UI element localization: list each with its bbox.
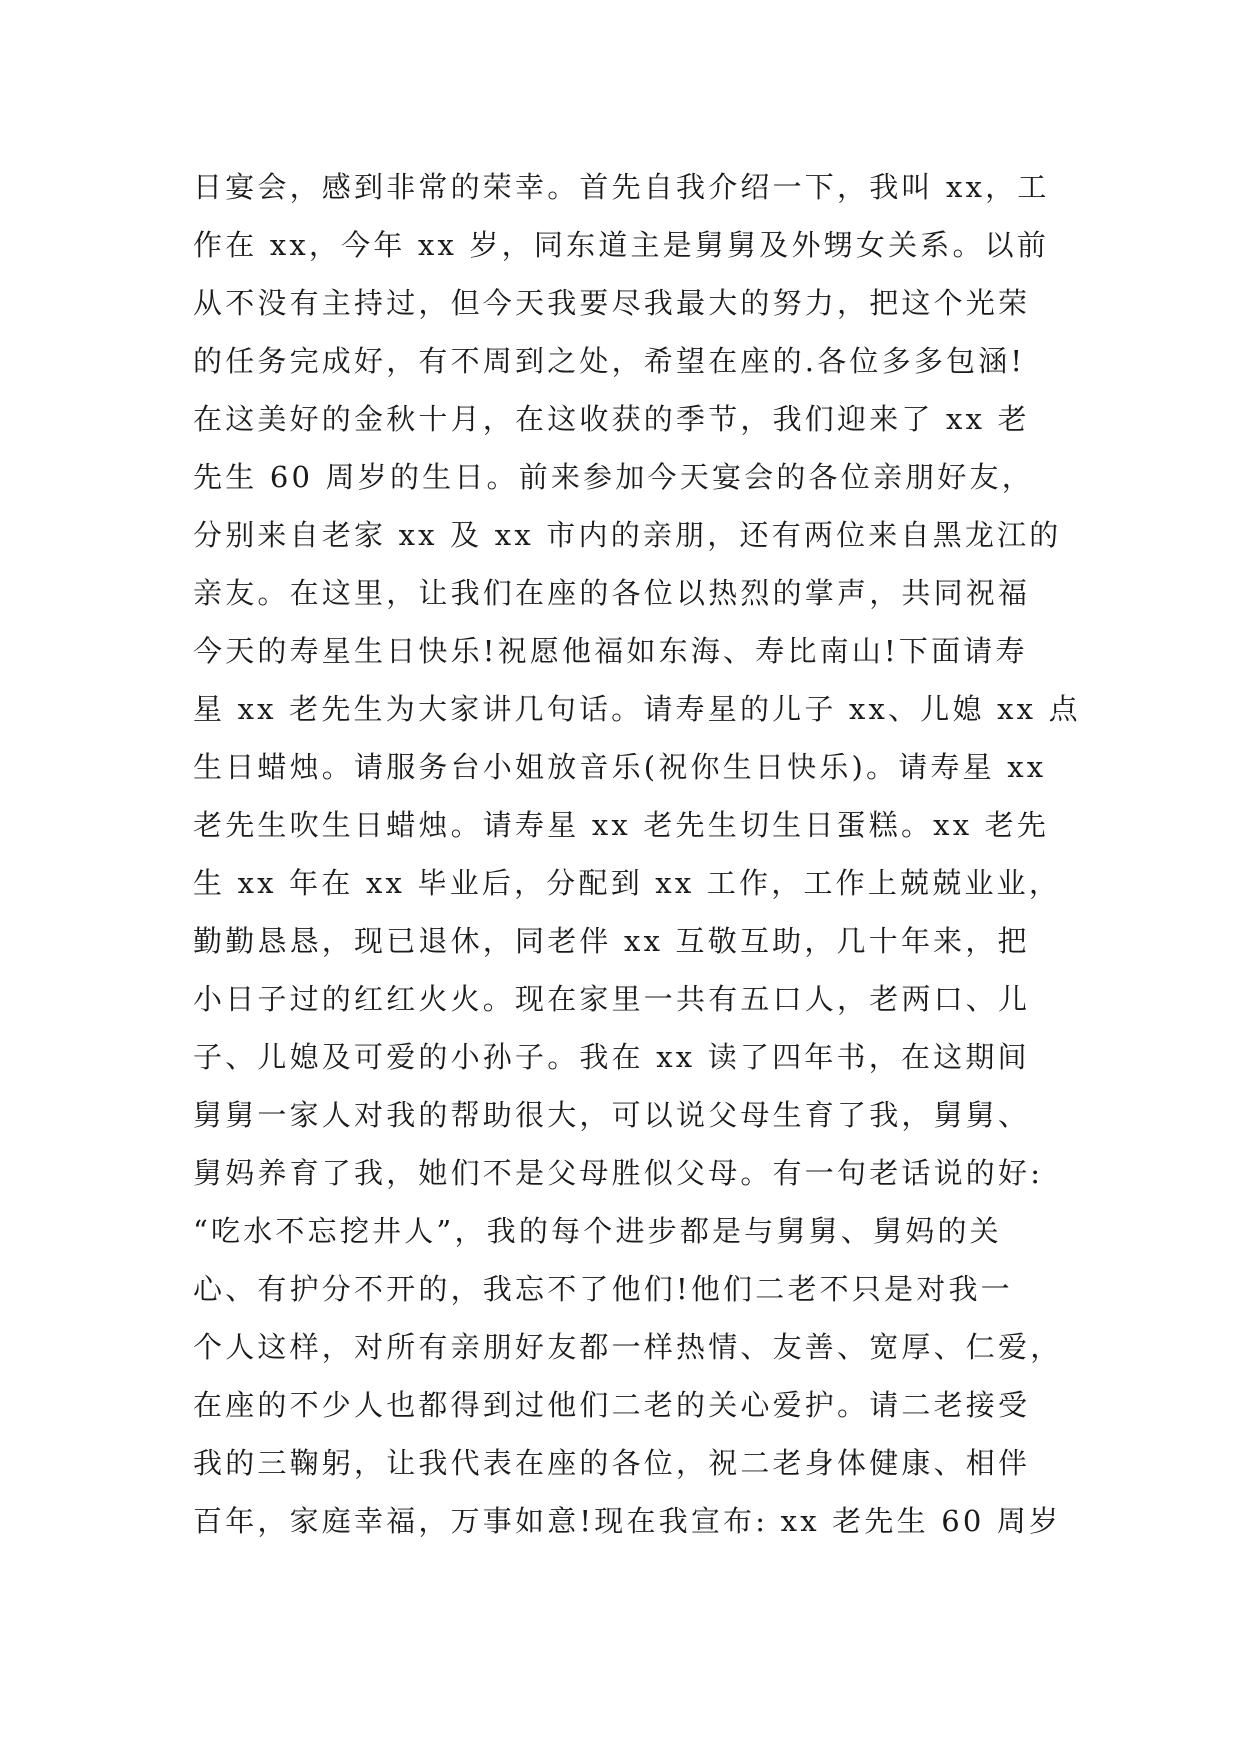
text-line: 心、有护分不开的，我忘不了他们!他们二老不只是对我一 [193,1272,1013,1306]
text-line: 星 xx 老先生为大家讲几句话。请寿星的儿子 xx、儿媳 xx 点 [193,692,1081,726]
text-line: 今天的寿星生日快乐!祝愿他福如东海、寿比南山!下面请寿 [193,634,1028,668]
text-line: 的任务完成好，有不周到之处，希望在座的.各位多多包涵! [193,344,1026,378]
text-line: 百年，家庭幸福，万事如意!现在我宣布: xx 老先生 60 周岁 [193,1504,1062,1538]
text-line: 我的三鞠躬，让我代表在座的各位，祝二老身体健康、相伴 [193,1446,1031,1480]
text-line: “吃水不忘挖井人”，我的每个进步都是与舅舅、舅妈的关 [193,1214,1002,1248]
text-line: 生 xx 年在 xx 毕业后，分配到 xx 工作，工作上兢兢业业， [193,866,1062,900]
text-line: 舅妈养育了我，她们不是父母胜似父母。有一句老话说的好: [193,1156,1044,1190]
body-text [193,158,1081,1550]
text-line: 先生 60 周岁的生日。前来参加今天宴会的各位亲朋好友， [193,460,1034,494]
text-line: 在座的不少人也都得到过他们二老的关心爱护。请二老接受 [193,1388,1031,1422]
text-line: 子、儿媳及可爱的小孙子。我在 xx 读了四年书，在这期间 [193,1040,1030,1074]
text-line: 个人这样，对所有亲朋好友都一样热情、友善、宽厚、仁爱， [193,1330,1063,1364]
text-line: 老先生吹生日蜡烛。请寿星 xx 老先生切生日蛋糕。xx 老先 [193,808,1050,842]
text-line: 在这美好的金秋十月，在这收获的季节，我们迎来了 xx 老 [193,402,1030,436]
text-line: 勤勤恳恳，现已退休，同老伴 xx 互敬互助，几十年来，把 [193,924,1030,958]
text-line: 生日蜡烛。请服务台小姐放音乐(祝你生日快乐)。请寿星 xx [193,750,1047,784]
text-line: 亲友。在这里，让我们在座的各位以热烈的掌声，共同祝福 [193,576,1031,610]
text-line: 从不没有主持过，但今天我要尽我最大的努力，把这个光荣 [193,286,1031,320]
text-line: 小日子过的红红火火。现在家里一共有五口人，老两口、儿 [193,982,1031,1016]
text-line: 作在 xx，今年 xx 岁，同东道主是舅舅及外甥女关系。以前 [193,228,1050,262]
text-line: 日宴会，感到非常的荣幸。首先自我介绍一下，我叫 xx，工 [193,170,1050,204]
text-line: 舅舅一家人对我的帮助很大，可以说父母生育了我，舅舅、 [193,1098,1031,1132]
text-line: 分别来自老家 xx 及 xx 市内的亲朋，还有两位来自黑龙江的 [193,518,1062,552]
